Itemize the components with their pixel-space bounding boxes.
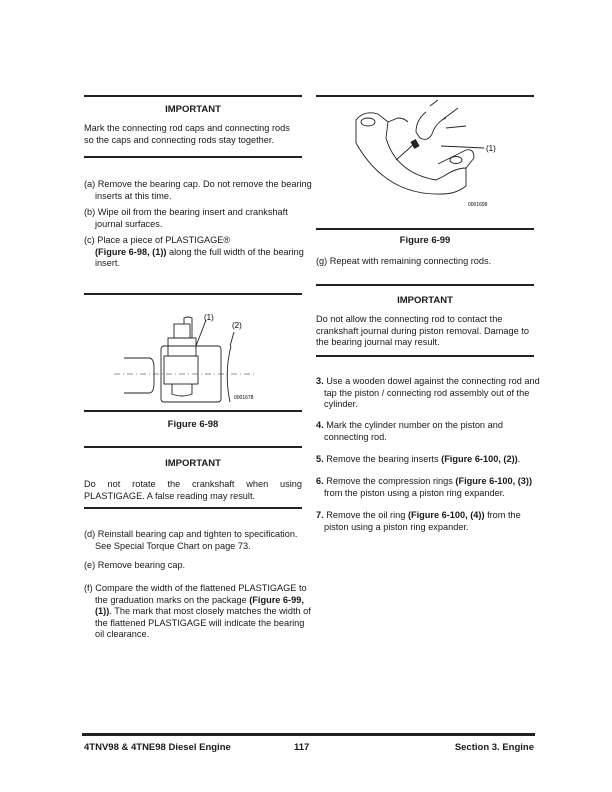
figure-reference: (Figure 6-98, (1)): [95, 246, 167, 257]
page-number: 117: [294, 742, 310, 753]
step-c-text: (c) Place a piece of PLASTIGAGE®: [84, 235, 231, 245]
figure-reference: (Figure 6-99, (1)): [95, 594, 304, 617]
figure-caption: Figure 6-99: [399, 235, 451, 246]
step-e: (e) Remove bearing cap.: [84, 560, 186, 570]
divider: [84, 507, 302, 509]
divider: [316, 95, 534, 97]
figure-reference: (Figure 6-100, (3)): [455, 476, 532, 486]
step-d: (d) Reinstall bearing cap and tighten to specification. See Special Torque Chart on page 73.: [84, 529, 298, 551]
step-f: [84, 583, 313, 641]
figure-code: 0001678: [234, 395, 254, 401]
step-number: 3.: [316, 376, 324, 386]
step-text: Remove the oil ring: [323, 510, 408, 520]
step-number: 5.: [316, 454, 324, 464]
important-text: Do not allow the connecting rod to contact the crankshaft journal during piston removal. Damage to the bearing journal may result.: [316, 314, 529, 348]
important-text: Mark the connecting rod caps and connecting rods so the caps and connecting rods stay together.: [84, 123, 290, 145]
step-5: [316, 454, 542, 466]
step-text: Mark the cylinder number on the piston and connecting rod.: [323, 420, 503, 442]
callout-1: (1): [486, 144, 496, 153]
footer-divider: [82, 733, 535, 736]
important-text: Do not rotate the crankshaft when using PLASTIGAGE. A false reading may result.: [84, 479, 302, 501]
step-7: [316, 510, 542, 533]
step-text: from the piston using a piston ring expander.: [324, 510, 521, 532]
footer-section: Section 3. Engine: [454, 742, 534, 753]
step-c-text: along the full width of the bearing insert.: [95, 246, 304, 269]
step-3: [316, 376, 542, 411]
step-a: (a) Remove the bearing cap. Do not remove the bearing inserts at this time.: [84, 179, 312, 201]
step-b: (b) Wipe oil from the bearing insert and crankshaft journal surfaces.: [84, 207, 288, 229]
important-heading: IMPORTANT: [165, 458, 221, 469]
divider: [84, 156, 302, 158]
important-heading: IMPORTANT: [397, 295, 453, 306]
step-text: Remove the bearing inserts: [323, 454, 442, 464]
figure-6-99-illustration: [316, 98, 534, 210]
divider: [84, 293, 302, 295]
step-text: from the piston using a piston ring expander.: [324, 487, 505, 498]
divider: [316, 228, 534, 230]
step-6: [316, 476, 542, 499]
step-4: [316, 420, 542, 443]
step-number: 6.: [316, 476, 324, 486]
figure-code: 0001699: [468, 202, 488, 208]
step-f-text: (f) Compare the width of the flattened PLASTIGAGE to the graduation marks on the package: [84, 583, 307, 605]
footer-title: 4TNV98 & 4TNE98 Diesel Engine: [84, 742, 231, 753]
divider: [84, 95, 302, 97]
callout-2: (2): [232, 321, 242, 330]
divider: [316, 284, 534, 286]
step-text: Remove the compression rings: [323, 476, 456, 486]
step-c: [84, 235, 313, 270]
step-number: 7.: [316, 510, 324, 520]
divider: [84, 410, 302, 412]
step-number: 4.: [316, 420, 324, 430]
divider: [84, 446, 302, 448]
figure-reference: (Figure 6-100, (2)): [441, 454, 518, 464]
figure-caption: Figure 6-98: [167, 419, 219, 430]
step-text: .: [517, 454, 521, 464]
figure-reference: (Figure 6-100, (4)): [407, 510, 485, 520]
callout-1: (1): [204, 313, 214, 322]
step-text: Use a wooden dowel against the connecting rod and tap the piston / connecting rod assembly out of the cylinder.: [323, 376, 540, 410]
figure-6-98-illustration: [84, 298, 302, 408]
step-f-text: . The mark that most closely matches the width of the flattened PLASTIGAGE will indicate the bearing oil clearance.: [95, 606, 311, 640]
important-heading: IMPORTANT: [165, 104, 221, 115]
divider: [316, 355, 534, 357]
step-g: (g) Repeat with remaining connecting rods.: [316, 256, 492, 266]
